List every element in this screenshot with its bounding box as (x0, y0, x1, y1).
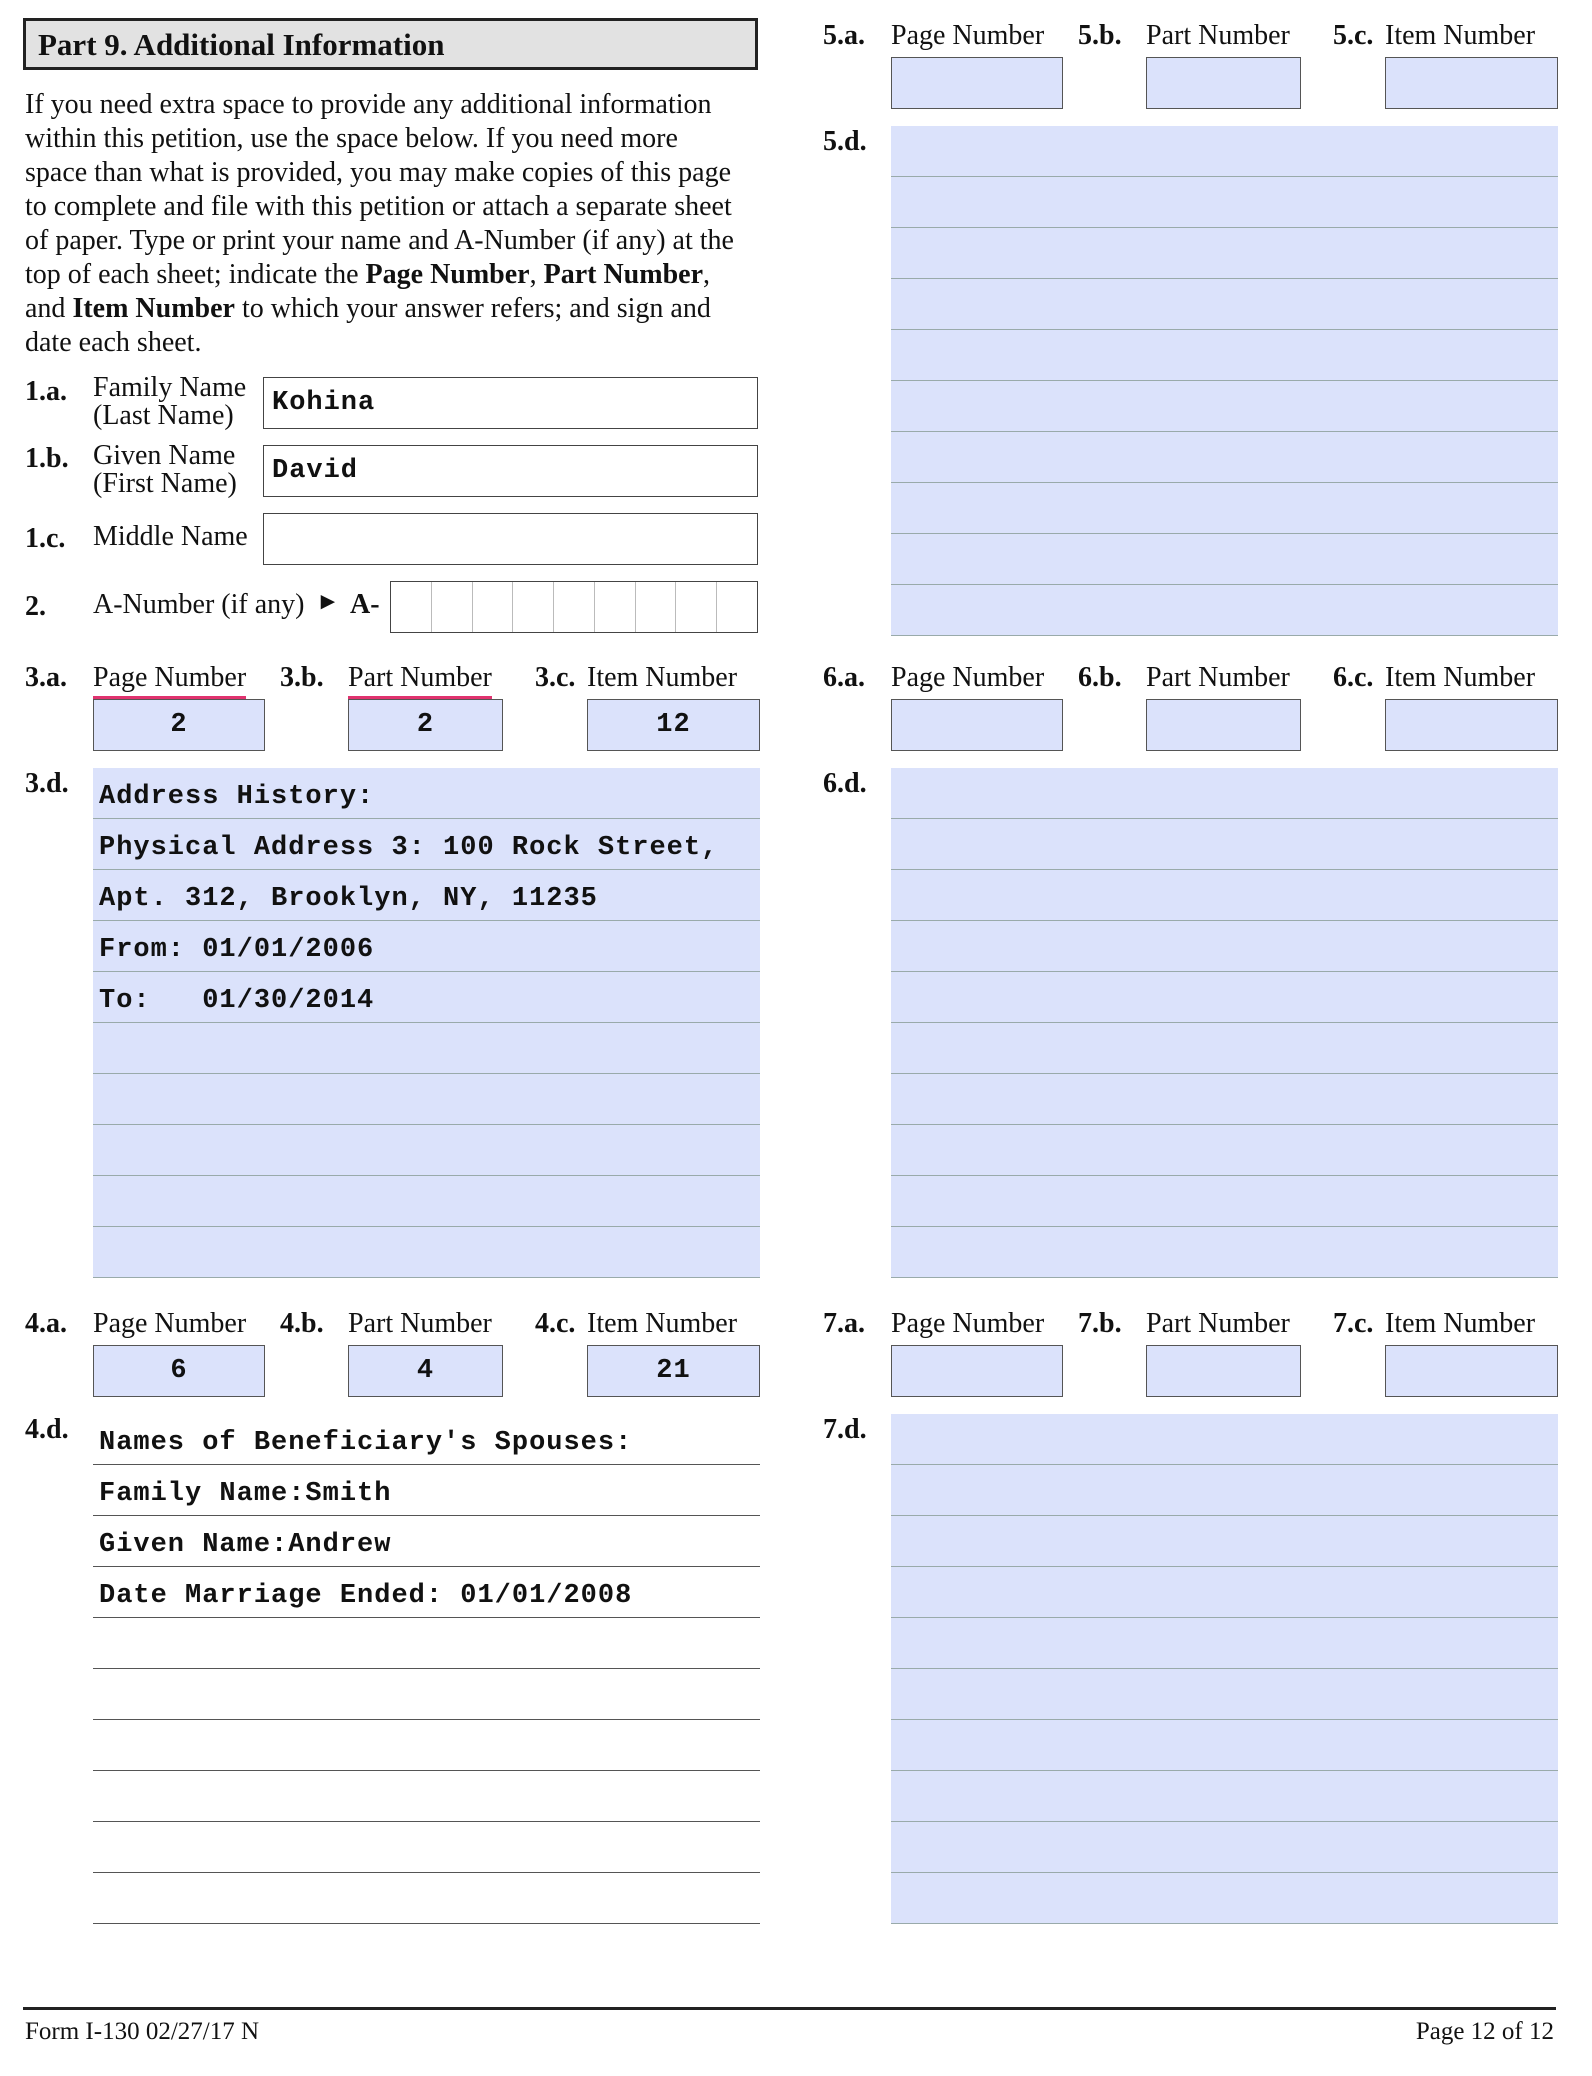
s4-part-number-field-value: 4 (416, 1356, 435, 1386)
s5-page-number-field[interactable] (891, 57, 1063, 109)
text-line (891, 126, 1558, 177)
s6-d-number: 6.d. (823, 768, 867, 799)
s7-item-number-label: Item Number (1385, 1308, 1536, 1339)
a-number-cells (391, 582, 757, 632)
s6-b-number: 6.b. (1078, 662, 1122, 693)
s5-part-number-field[interactable] (1146, 57, 1301, 109)
s5-a-number: 5.a. (823, 20, 865, 51)
text-line (93, 1414, 760, 1465)
s4-additional-info-textarea[interactable] (93, 1414, 760, 1924)
intro-text: and (25, 293, 73, 324)
s6-item-number-label: Item Number (1385, 662, 1536, 693)
text-line (93, 921, 760, 972)
s5-item-number-field[interactable] (1385, 57, 1558, 109)
text-line (93, 1176, 760, 1227)
intro-line: If you need extra space to provide any additional information (25, 89, 712, 120)
text-line (93, 1465, 760, 1516)
s5-item-number-label: Item Number (1385, 20, 1536, 51)
q2-label: A-Number (if any) (93, 589, 305, 620)
intro-text: top of each sheet; indicate the (25, 259, 366, 290)
footer-rule (23, 2007, 1556, 2010)
intro-line: within this petition, use the space below. If you need more (25, 123, 678, 154)
text-line (891, 177, 1558, 228)
text-line (891, 228, 1558, 279)
s3-item-number-field[interactable] (587, 699, 760, 751)
text-line (93, 972, 760, 1023)
text-line (93, 1074, 760, 1125)
intro-line: of paper. Type or print your name and A-Number (if any) at the (25, 225, 734, 256)
text-line (891, 1516, 1558, 1567)
s3-a-number: 3.a. (25, 662, 67, 693)
q1a-label-line2: (Last Name) (93, 400, 234, 431)
text-line (891, 1873, 1558, 1924)
intro-text: to which your answer refers; and sign and (234, 293, 711, 324)
text-line (891, 819, 1558, 870)
intro-line (25, 292, 765, 326)
q2-number: 2. (25, 591, 46, 622)
text-line (93, 1023, 760, 1074)
s4-b-number: 4.b. (280, 1308, 324, 1339)
s6-part-number-label: Part Number (1146, 662, 1290, 693)
text-line (891, 1227, 1558, 1278)
q1c-number: 1.c. (25, 523, 66, 554)
s5-b-number: 5.b. (1078, 20, 1122, 51)
text-line (93, 1618, 760, 1669)
text-line-content: Address History: (99, 782, 375, 812)
intro-text: , (529, 259, 544, 290)
q1b-label (93, 442, 237, 498)
text-line (891, 1176, 1558, 1227)
text-line (891, 330, 1558, 381)
family-name-input[interactable] (263, 377, 758, 429)
s3-item-number-field-value: 12 (656, 710, 691, 740)
q1c-label: Middle Name (93, 521, 248, 552)
text-line (891, 768, 1558, 819)
family-name-value: Kohina (272, 388, 376, 418)
s7-page-number-label: Page Number (891, 1308, 1045, 1339)
text-line (891, 534, 1558, 585)
s4-page-number-field-value: 6 (170, 1356, 188, 1386)
s5-c-number: 5.c. (1333, 20, 1374, 51)
given-name-value: David (272, 456, 359, 486)
intro-bold: Item Number (72, 293, 235, 324)
text-line (891, 1125, 1558, 1176)
s3-c-number: 3.c. (535, 662, 576, 693)
text-line (93, 1669, 760, 1720)
s4-page-number-label: Page Number (93, 1308, 247, 1339)
text-line (93, 819, 760, 870)
text-line (891, 1669, 1558, 1720)
text-line (93, 1873, 760, 1924)
a-number-digit-cell[interactable] (675, 582, 716, 632)
text-line (891, 1023, 1558, 1074)
s4-item-number-label: Item Number (587, 1308, 738, 1339)
intro-bold: Page Number (365, 259, 530, 290)
s6-item-number-field[interactable] (1385, 699, 1558, 751)
a-number-digit-cell[interactable] (431, 582, 472, 632)
q1b-number: 1.b. (25, 443, 69, 474)
s6-c-number: 6.c. (1333, 662, 1374, 693)
s7-page-number-field[interactable] (891, 1345, 1063, 1397)
s6-page-number-field[interactable] (891, 699, 1063, 751)
text-line (93, 1720, 760, 1771)
q1b-label-line1: Given Name (93, 440, 236, 471)
s3-page-number-field-value: 2 (170, 710, 188, 740)
text-line-content: From: 01/01/2006 (99, 935, 375, 965)
s7-item-number-field[interactable] (1385, 1345, 1558, 1397)
s4-item-number-field[interactable] (587, 1345, 760, 1397)
s3-part-number-field-value: 2 (416, 710, 435, 740)
part-header-title: Part 9. Additional Information (38, 27, 445, 62)
s3-d-number: 3.d. (25, 768, 69, 799)
text-line (891, 1074, 1558, 1125)
text-line (93, 1567, 760, 1618)
s4-page-number-field[interactable] (93, 1345, 265, 1397)
text-line (93, 1227, 760, 1278)
s7-additional-info-textarea[interactable] (891, 1414, 1558, 1924)
text-line (891, 585, 1558, 636)
intro-paragraph (25, 88, 765, 360)
text-line (891, 921, 1558, 972)
footer-form-id: Form I-130 02/27/17 N (25, 2018, 260, 2045)
intro-line (25, 258, 765, 292)
s7-a-number: 7.a. (823, 1308, 865, 1339)
s4-a-number: 4.a. (25, 1308, 67, 1339)
text-line (891, 1567, 1558, 1618)
text-line (93, 1516, 760, 1567)
s4-d-number: 4.d. (25, 1414, 69, 1445)
s5-additional-info-textarea[interactable] (891, 126, 1558, 636)
s5-page-number-label: Page Number (891, 20, 1045, 51)
s4-c-number: 4.c. (535, 1308, 576, 1339)
intro-text: , (703, 259, 711, 290)
s3-page-number-label: Page Number (93, 662, 246, 700)
given-name-input[interactable] (263, 445, 758, 497)
s4-item-number-field-value: 21 (656, 1356, 691, 1386)
text-line (891, 1414, 1558, 1465)
intro-line: space than what is provided, you may make copies of this page (25, 157, 732, 188)
intro-line: to complete and file with this petition or attach a separate sheet (25, 191, 732, 222)
s3-page-number-field[interactable] (93, 699, 265, 751)
text-line-content: Physical Address 3: 100 Rock Street, (99, 833, 719, 863)
a-number-digit-cell[interactable] (472, 582, 513, 632)
a-number-prefix: A- (350, 589, 380, 620)
text-line (93, 1125, 760, 1176)
s7-b-number: 7.b. (1078, 1308, 1122, 1339)
s5-part-number-label: Part Number (1146, 20, 1290, 51)
q1a-number: 1.a. (25, 376, 67, 407)
a-number-digit-cell[interactable] (512, 582, 553, 632)
a-number-digit-cell[interactable] (594, 582, 635, 632)
text-line (891, 1822, 1558, 1873)
s7-part-number-field[interactable] (1146, 1345, 1301, 1397)
text-line (93, 1822, 760, 1873)
s4-part-number-field[interactable] (348, 1345, 503, 1397)
text-line (93, 1771, 760, 1822)
text-line (891, 1720, 1558, 1771)
text-line (93, 768, 760, 819)
middle-name-input[interactable] (263, 513, 758, 565)
a-number-digit-cell[interactable] (716, 582, 757, 632)
text-line (891, 279, 1558, 330)
s7-c-number: 7.c. (1333, 1308, 1374, 1339)
q1a-label-line1: Family Name (93, 372, 247, 403)
s3-item-number-label: Item Number (587, 662, 738, 693)
text-line (891, 1618, 1558, 1669)
arrow-right-icon: ► (316, 589, 340, 615)
s6-a-number: 6.a. (823, 662, 865, 693)
text-line (891, 381, 1558, 432)
footer-page-number: Page 12 of 12 (1415, 2018, 1554, 2045)
intro-line: date each sheet. (25, 327, 202, 358)
s7-part-number-label: Part Number (1146, 1308, 1290, 1339)
q1a-label (93, 374, 246, 430)
a-number-input[interactable] (390, 581, 758, 633)
s6-page-number-label: Page Number (891, 662, 1045, 693)
q1b-label-line2: (First Name) (93, 468, 237, 499)
s3-part-number-field[interactable] (348, 699, 503, 751)
s6-additional-info-textarea[interactable] (891, 768, 1558, 1278)
a-number-digit-cell[interactable] (391, 582, 431, 632)
text-line-content: Family Name:Smith (99, 1479, 392, 1509)
text-line (891, 1465, 1558, 1516)
intro-bold: Part Number (543, 259, 704, 290)
s5-d-number: 5.d. (823, 126, 867, 157)
s3-additional-info-textarea[interactable] (93, 768, 760, 1278)
text-line (891, 972, 1558, 1023)
text-line-content: Given Name:Andrew (99, 1530, 392, 1560)
text-line-content: Apt. 312, Brooklyn, NY, 11235 (99, 884, 598, 914)
part-header (23, 18, 758, 70)
text-line (93, 870, 760, 921)
s3-part-number-label: Part Number (348, 662, 492, 700)
a-number-digit-cell[interactable] (635, 582, 676, 632)
text-line-content: Names of Beneficiary's Spouses: (99, 1428, 633, 1458)
a-number-digit-cell[interactable] (553, 582, 594, 632)
text-line-content: Date Marriage Ended: 01/01/2008 (99, 1581, 633, 1611)
s7-d-number: 7.d. (823, 1414, 867, 1445)
text-line (891, 483, 1558, 534)
text-line (891, 1771, 1558, 1822)
text-line-content: To: 01/30/2014 (99, 986, 375, 1016)
s4-part-number-label: Part Number (348, 1308, 492, 1339)
text-line (891, 870, 1558, 921)
text-line (891, 432, 1558, 483)
s6-part-number-field[interactable] (1146, 699, 1301, 751)
s3-b-number: 3.b. (280, 662, 324, 693)
